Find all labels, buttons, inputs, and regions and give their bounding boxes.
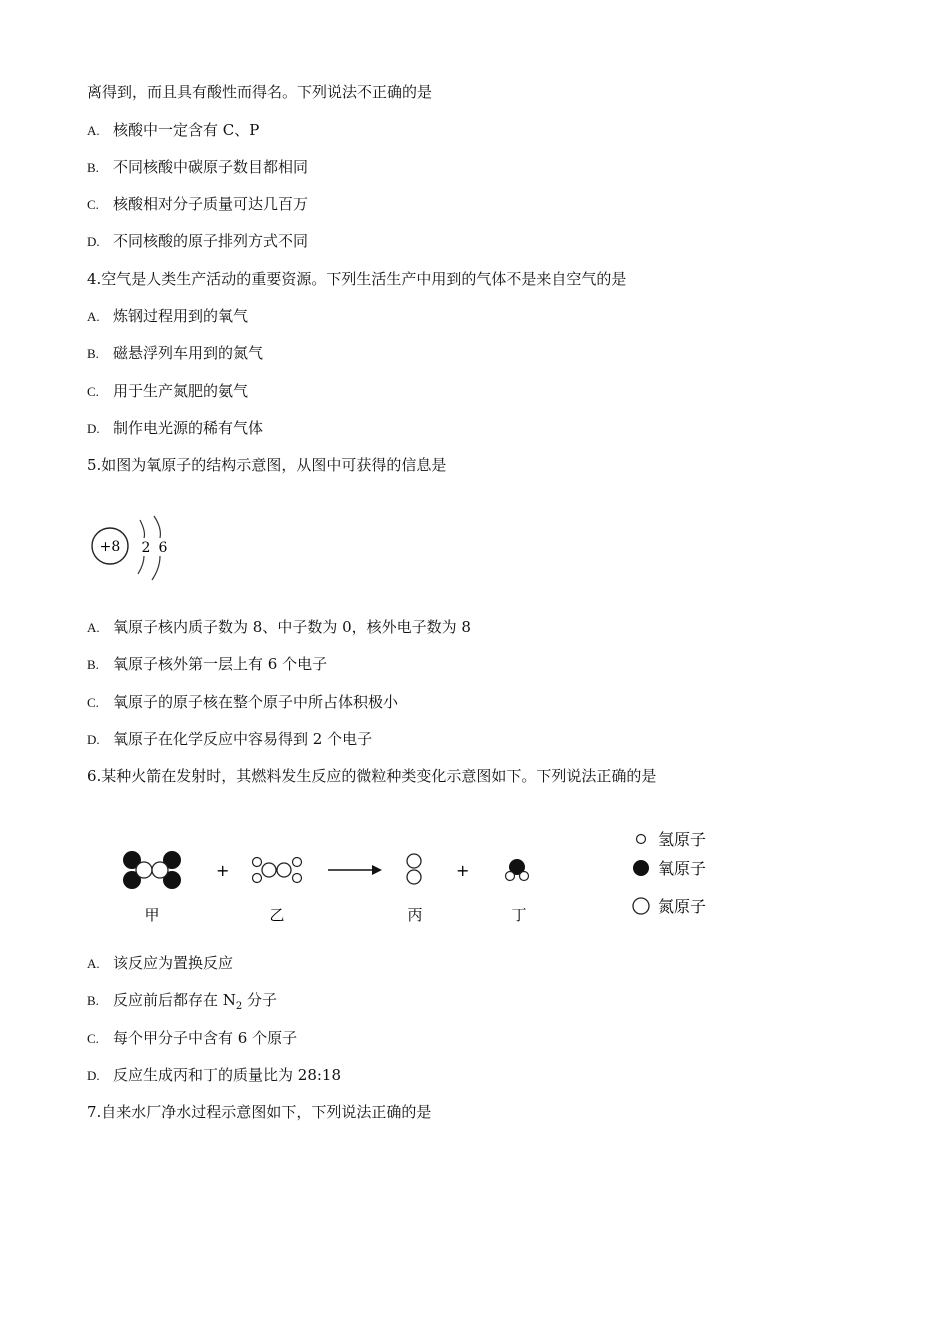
option-text: 反应生成丙和丁的质量比为 28:18 (113, 1066, 341, 1084)
option-letter: B. (87, 160, 99, 175)
option-letter: A. (87, 620, 100, 635)
shell2-arc-top (154, 516, 160, 538)
option-text: 核酸相对分子质量可达几百万 (113, 195, 309, 213)
nitrogen-atom (407, 870, 421, 884)
option-text: 磁悬浮列车用到的氮气 (113, 344, 264, 362)
legend-hydrogen: 氢原子 (658, 830, 707, 849)
q4-option-d (87, 418, 263, 439)
q4-option-b (87, 343, 263, 364)
q6-option-a (87, 953, 233, 974)
option-text-pre: 反应前后都存在 N (113, 991, 236, 1009)
q4-option-c (87, 381, 248, 402)
label-yi: 乙 (269, 906, 285, 924)
nitrogen-legend-icon (633, 898, 649, 914)
oxygen-legend-icon (633, 860, 649, 876)
nitrogen-atom (277, 863, 291, 877)
q5-option-a (87, 617, 471, 638)
option-text: 用于生产氮肥的氨气 (113, 382, 249, 400)
nitrogen-atom (136, 862, 152, 878)
option-letter: C. (87, 695, 99, 710)
option-text: 氧原子核内质子数为 8、中子数为 0，核外电子数为 8 (113, 618, 471, 636)
hydrogen-atom (293, 874, 302, 883)
option-letter: C. (87, 384, 99, 399)
q6-option-d (87, 1065, 341, 1086)
hydrogen-atom (253, 858, 262, 867)
question-continuation: 离得到，而且具有酸性而得名。下列说法不正确的是 (87, 83, 433, 101)
shell2-arc-bottom (152, 556, 160, 580)
option-text: 不同核酸中碳原子数目都相同 (113, 158, 309, 176)
option-letter: D. (87, 732, 100, 747)
option-letter: A. (87, 956, 100, 971)
shell2-electrons: 6 (158, 540, 168, 556)
molecule-ding (506, 859, 529, 881)
option-letter: D. (87, 234, 100, 249)
label-bing: 丙 (407, 906, 423, 924)
q6-option-b (87, 990, 277, 1017)
option-letter: C. (87, 1031, 99, 1046)
hydrogen-atom (520, 872, 529, 881)
option-text: 每个甲分子中含有 6 个原子 (113, 1029, 298, 1047)
option-letter: A. (87, 309, 100, 324)
shell1-arc-top (140, 520, 145, 538)
q3-option-d (87, 231, 308, 252)
q3-option-a (87, 120, 259, 141)
plus-sign: + (456, 861, 470, 880)
q5-option-b (87, 654, 327, 675)
q7-stem: 7.自来水厂净水过程示意图如下，下列说法正确的是 (87, 1103, 432, 1121)
legend-oxygen: 氧原子 (658, 859, 707, 878)
reaction-arrow-head (372, 865, 382, 875)
molecule-bing (407, 854, 421, 884)
q5-option-c (87, 692, 398, 713)
option-letter: C. (87, 197, 99, 212)
q6-stem: 6.某种火箭在发射时，其燃料发生反应的微粒种类变化示意图如下。下列说法正确的是 (87, 767, 657, 785)
option-text: 该反应为置换反应 (113, 954, 234, 972)
option-text: 氧原子核外第一层上有 6 个电子 (113, 655, 328, 673)
nucleus-charge: +8 (99, 539, 121, 555)
molecule-jia (123, 851, 181, 889)
option-text: 不同核酸的原子排列方式不同 (113, 232, 309, 250)
shell1-electrons: 2 (141, 540, 151, 556)
hydrogen-atom (253, 874, 262, 883)
atom-legend (628, 826, 758, 922)
option-text: 氧原子的原子核在整个原子中所占体积极小 (113, 693, 399, 711)
nitrogen-atom (152, 862, 168, 878)
option-letter: B. (87, 993, 99, 1008)
option-letter: B. (87, 657, 99, 672)
q4-option-a (87, 306, 248, 327)
plus-sign: + (216, 861, 230, 880)
nitrogen-atom (262, 863, 276, 877)
option-text: 制作电光源的稀有气体 (113, 419, 264, 437)
q3-option-b (87, 157, 308, 178)
label-ding: 丁 (511, 906, 527, 924)
q5-option-d (87, 729, 372, 750)
legend-nitrogen: 氮原子 (658, 897, 707, 916)
label-jia: 甲 (144, 906, 160, 924)
shell1-arc-bottom (138, 556, 144, 574)
subscript: 2 (235, 1001, 243, 1012)
option-text: 炼钢过程用到的氧气 (113, 307, 249, 325)
hydrogen-legend-icon (637, 835, 646, 844)
hydrogen-atom (506, 872, 515, 881)
hydrogen-atom (293, 858, 302, 867)
q4-stem: 4.空气是人类生产活动的重要资源。下列生活生产中用到的气体不是来自空气的是 (87, 270, 627, 288)
option-text: 氧原子在化学反应中容易得到 2 个电子 (113, 730, 373, 748)
q5-stem: 5.如图为氧原子的结构示意图，从图中可获得的信息是 (87, 456, 447, 474)
q3-option-c (87, 194, 308, 215)
q6-option-c (87, 1028, 297, 1049)
nitrogen-atom (407, 854, 421, 868)
option-text-post: 分子 (242, 991, 278, 1009)
option-letter: A. (87, 123, 100, 138)
oxygen-atom-structure-diagram (88, 514, 178, 584)
molecule-yi (253, 858, 302, 883)
option-letter: D. (87, 421, 100, 436)
option-text: 核酸中一定含有 C、P (113, 121, 260, 139)
option-letter: D. (87, 1068, 100, 1083)
option-letter: B. (87, 346, 99, 361)
